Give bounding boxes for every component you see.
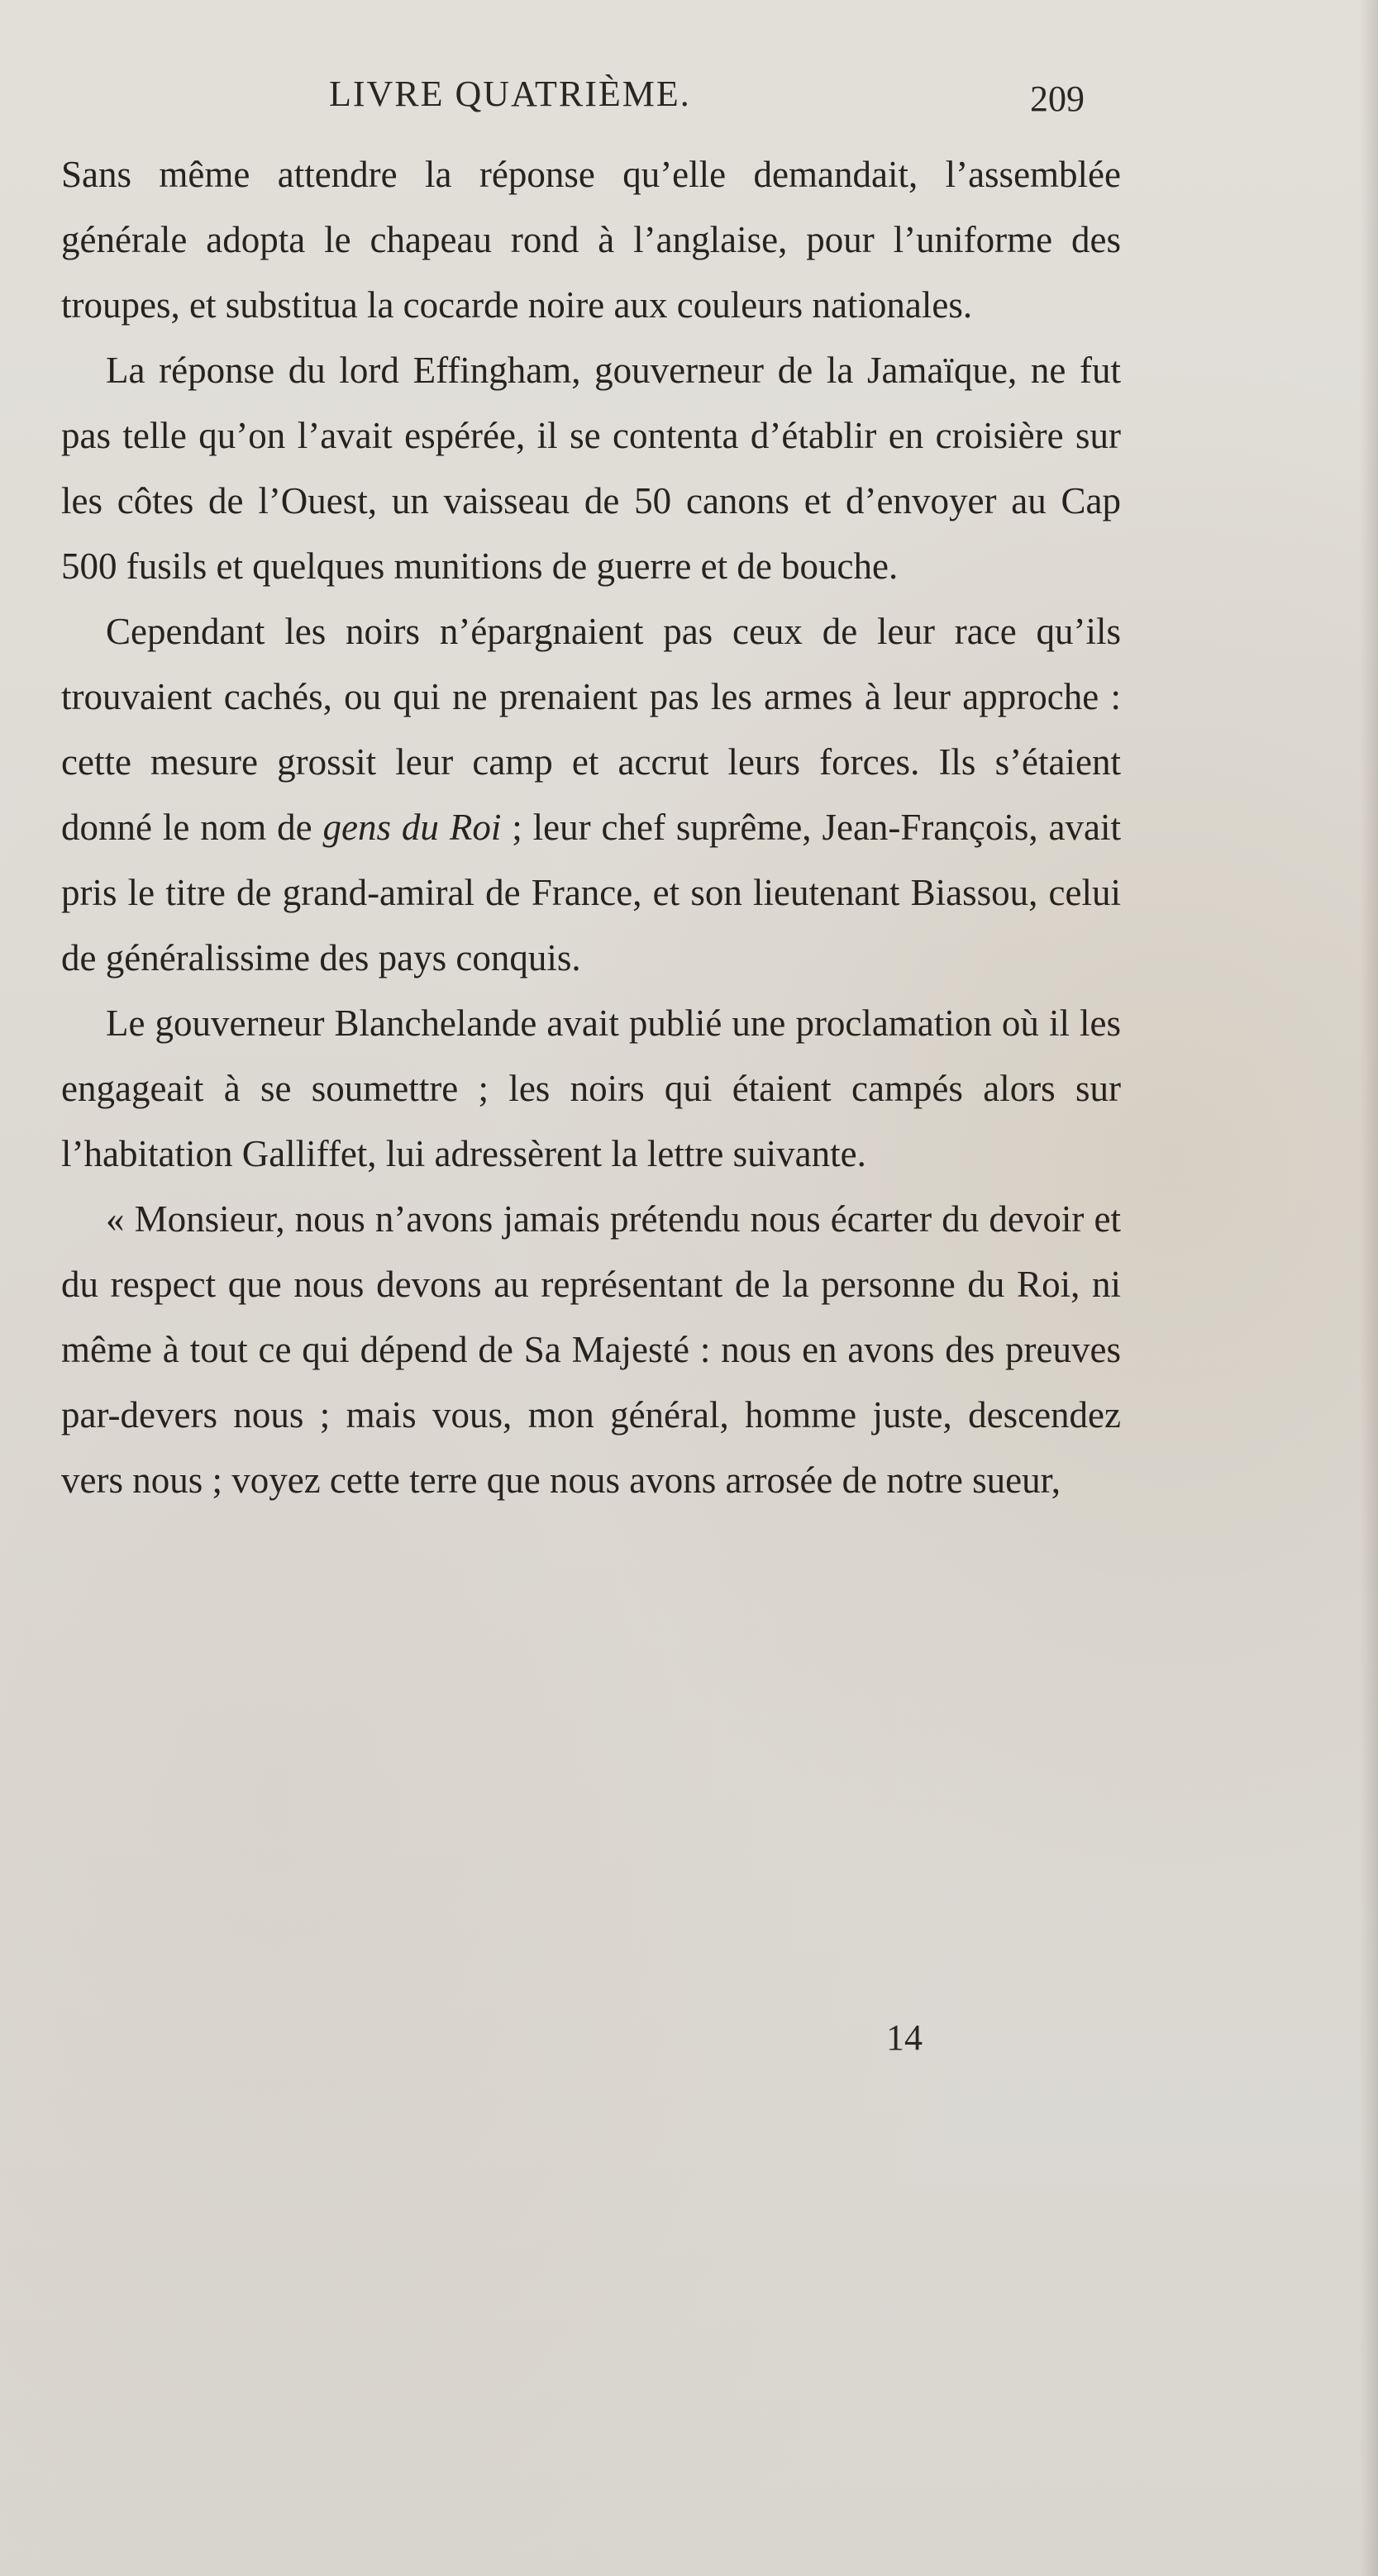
paragraph-1: Sans même attendre la réponse qu’elle demandait, l’assemblée générale adopta le chapeau rond à l’anglaise, pour l’uniforme des troupes, et substitua la cocarde noire aux couleurs nationales. (61, 154, 1121, 326)
italic-phrase: gens du Roi (322, 807, 502, 848)
body-text (61, 142, 1121, 1513)
paragraph-5-letter: « Monsieur, nous n’avons jamais prétendu nous écarter du devoir et du respect que nous devons au représentant de la personne du Roi, ni même à tout ce qui dépend de Sa Majesté : nous en avons des preuves par-devers nous ; mais vous, mon général, homme juste, descendez vers nous ; voyez cette terre que nous avons arrosée de notre sueur, (61, 1198, 1121, 1501)
page-edge-shadow (1360, 0, 1378, 2576)
paragraph-3 (61, 599, 1121, 991)
running-title: LIVRE QUATRIÈME. (329, 74, 691, 114)
paragraph-3-text-b: ; leur chef suprême, Jean-François, avait pris le titre de grand-amiral de France, et son lieutenant Biassou, celui de généralissime des pays conquis. (61, 807, 1121, 978)
page-number: 209 (1030, 79, 1085, 119)
paragraph-2: La réponse du lord Effingham, gouverneur de la Jamaïque, ne fut pas telle qu’on l’avait espérée, il se contenta d’établir en croisière sur les côtes de l’Ouest, un vaisseau de 50 canons et d’envoyer au Cap 500 fusils et quelques munitions de guerre et de bouche. (61, 350, 1121, 587)
signature-mark: 14 (886, 2017, 923, 2058)
running-head (0, 73, 1378, 131)
paragraph-4: Le gouverneur Blanchelande avait publié une proclamation où il les engageait à se soumettre ; les noirs qui étaient campés alors sur l’habitation Galliffet, lui adressèrent la lettre suivante. (61, 1002, 1121, 1174)
paragraph-3-text-a: Cependant les noirs n’épargnaient pas ceux de leur race qu’ils trouvaient cachés, ou qui ne prenaient pas les armes à leur approche : cette mesure grossit leur camp et accrut leurs forces. Ils s’étaient donné le nom de (61, 611, 1121, 848)
